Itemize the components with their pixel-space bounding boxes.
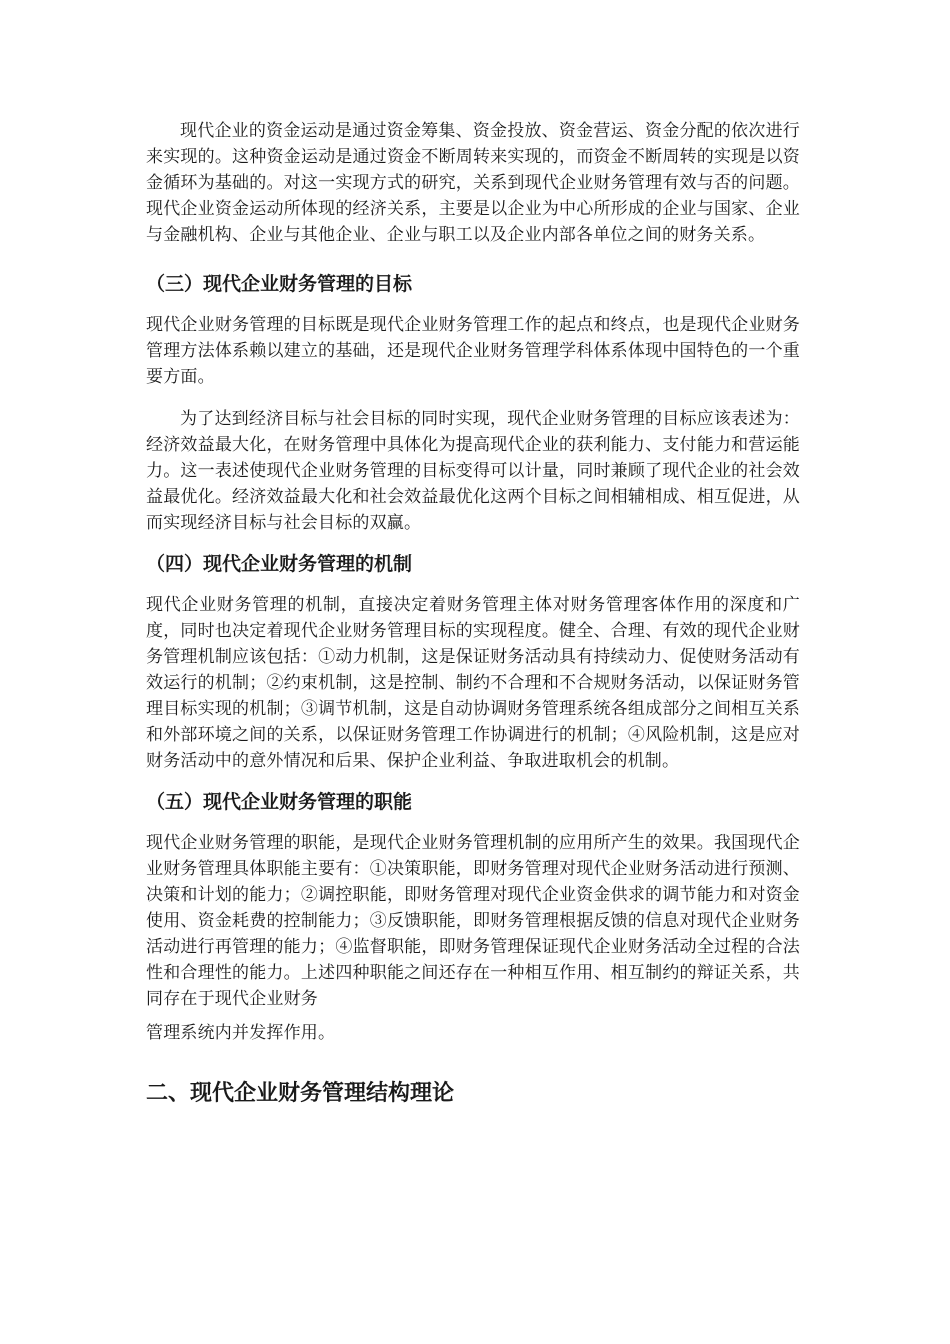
paragraph-mechanism: 现代企业财务管理的机制，直接决定着财务管理主体对财务管理客体作用的深度和广度，同时也决定着现代企业财务管理目标的实现程度。健全、合理、有效的现代企业财务管理机制应该包括：①动力机制，这是保证财务活动具有持续动力、促使财务活动有效运行的机制；②约束机制，这是控制、制约不合理和不合规财务活动，以保证财务管理目标实现的机制；③调节机制，这是自动协调财务管理系统各组成部分之间相互关系和外部环境之间的关系，以保证财务管理工作协调进行的机制；④风险机制，这是应对财务活动中的意外情况和后果、保护企业利益、争取进取机会的机制。 (146, 595, 800, 771)
paragraph-goal-expression: 为了达到经济目标与社会目标的同时实现，现代企业财务管理的目标应该表述为：经济效益最大化，在财务管理中具体化为提高现代企业的获利能力、支付能力和营运能力。这一表述使现代企业财务管理的目标变得可以计量，同时兼顾了现代企业的社会效益最优化。经济效益最大化和社会效益最优化这两个目标之间相辅相成、相互促进，从而实现经济目标与社会目标的双赢。 (146, 409, 800, 533)
paragraph-function-tail: 管理系统内并发挥作用。 (146, 1023, 336, 1043)
heading-financial-function: （五）现代企业财务管理的职能 (146, 791, 413, 813)
paragraph-function: 现代企业财务管理的职能，是现代企业财务管理机制的应用所产生的效果。我国现代企业财务管理具体职能主要有：①决策职能，即财务管理对现代企业财务活动进行预测、决策和计划的能力；②调控职能，即财务管理对现代企业资金供求的调节能力和对资金使用、资金耗费的控制能力；③反馈职能，即财务管理根据反馈的信息对现代企业财务活动进行再管理的能力；④监督职能，即财务管理保证现代企业财务活动全过程的合法性和合理性的能力。上述四种职能之间还存在一种相互作用、相互制约的辩证关系，共同存在于现代企业财务 (146, 833, 800, 1009)
heading-structure-theory: 二、现代企业财务管理结构理论 (146, 1081, 455, 1106)
paragraph-capital-movement: 现代企业的资金运动是通过资金筹集、资金投放、资金营运、资金分配的依次进行来实现的。这种资金运动是通过资金不断周转来实现的，而资金不断周转的实现是以资金循环为基础的。对这一实现方式的研究，关系到现代企业财务管理有效与否的问题。现代企业资金运动所体现的经济关系，主要是以企业为中心所形成的企业与国家、企业与金融机构、企业与其他企业、企业与职工以及企业内部各单位之间的财务关系。 (146, 121, 800, 245)
paragraph-goal-definition: 现代企业财务管理的目标既是现代企业财务管理工作的起点和终点，也是现代企业财务管理方法体系赖以建立的基础，还是现代企业财务管理学科体系体现中国特色的一个重要方面。 (146, 315, 800, 387)
heading-financial-mechanism: （四）现代企业财务管理的机制 (146, 553, 413, 575)
heading-financial-goal: （三）现代企业财务管理的目标 (146, 273, 413, 295)
document-page (146, 118, 800, 1110)
